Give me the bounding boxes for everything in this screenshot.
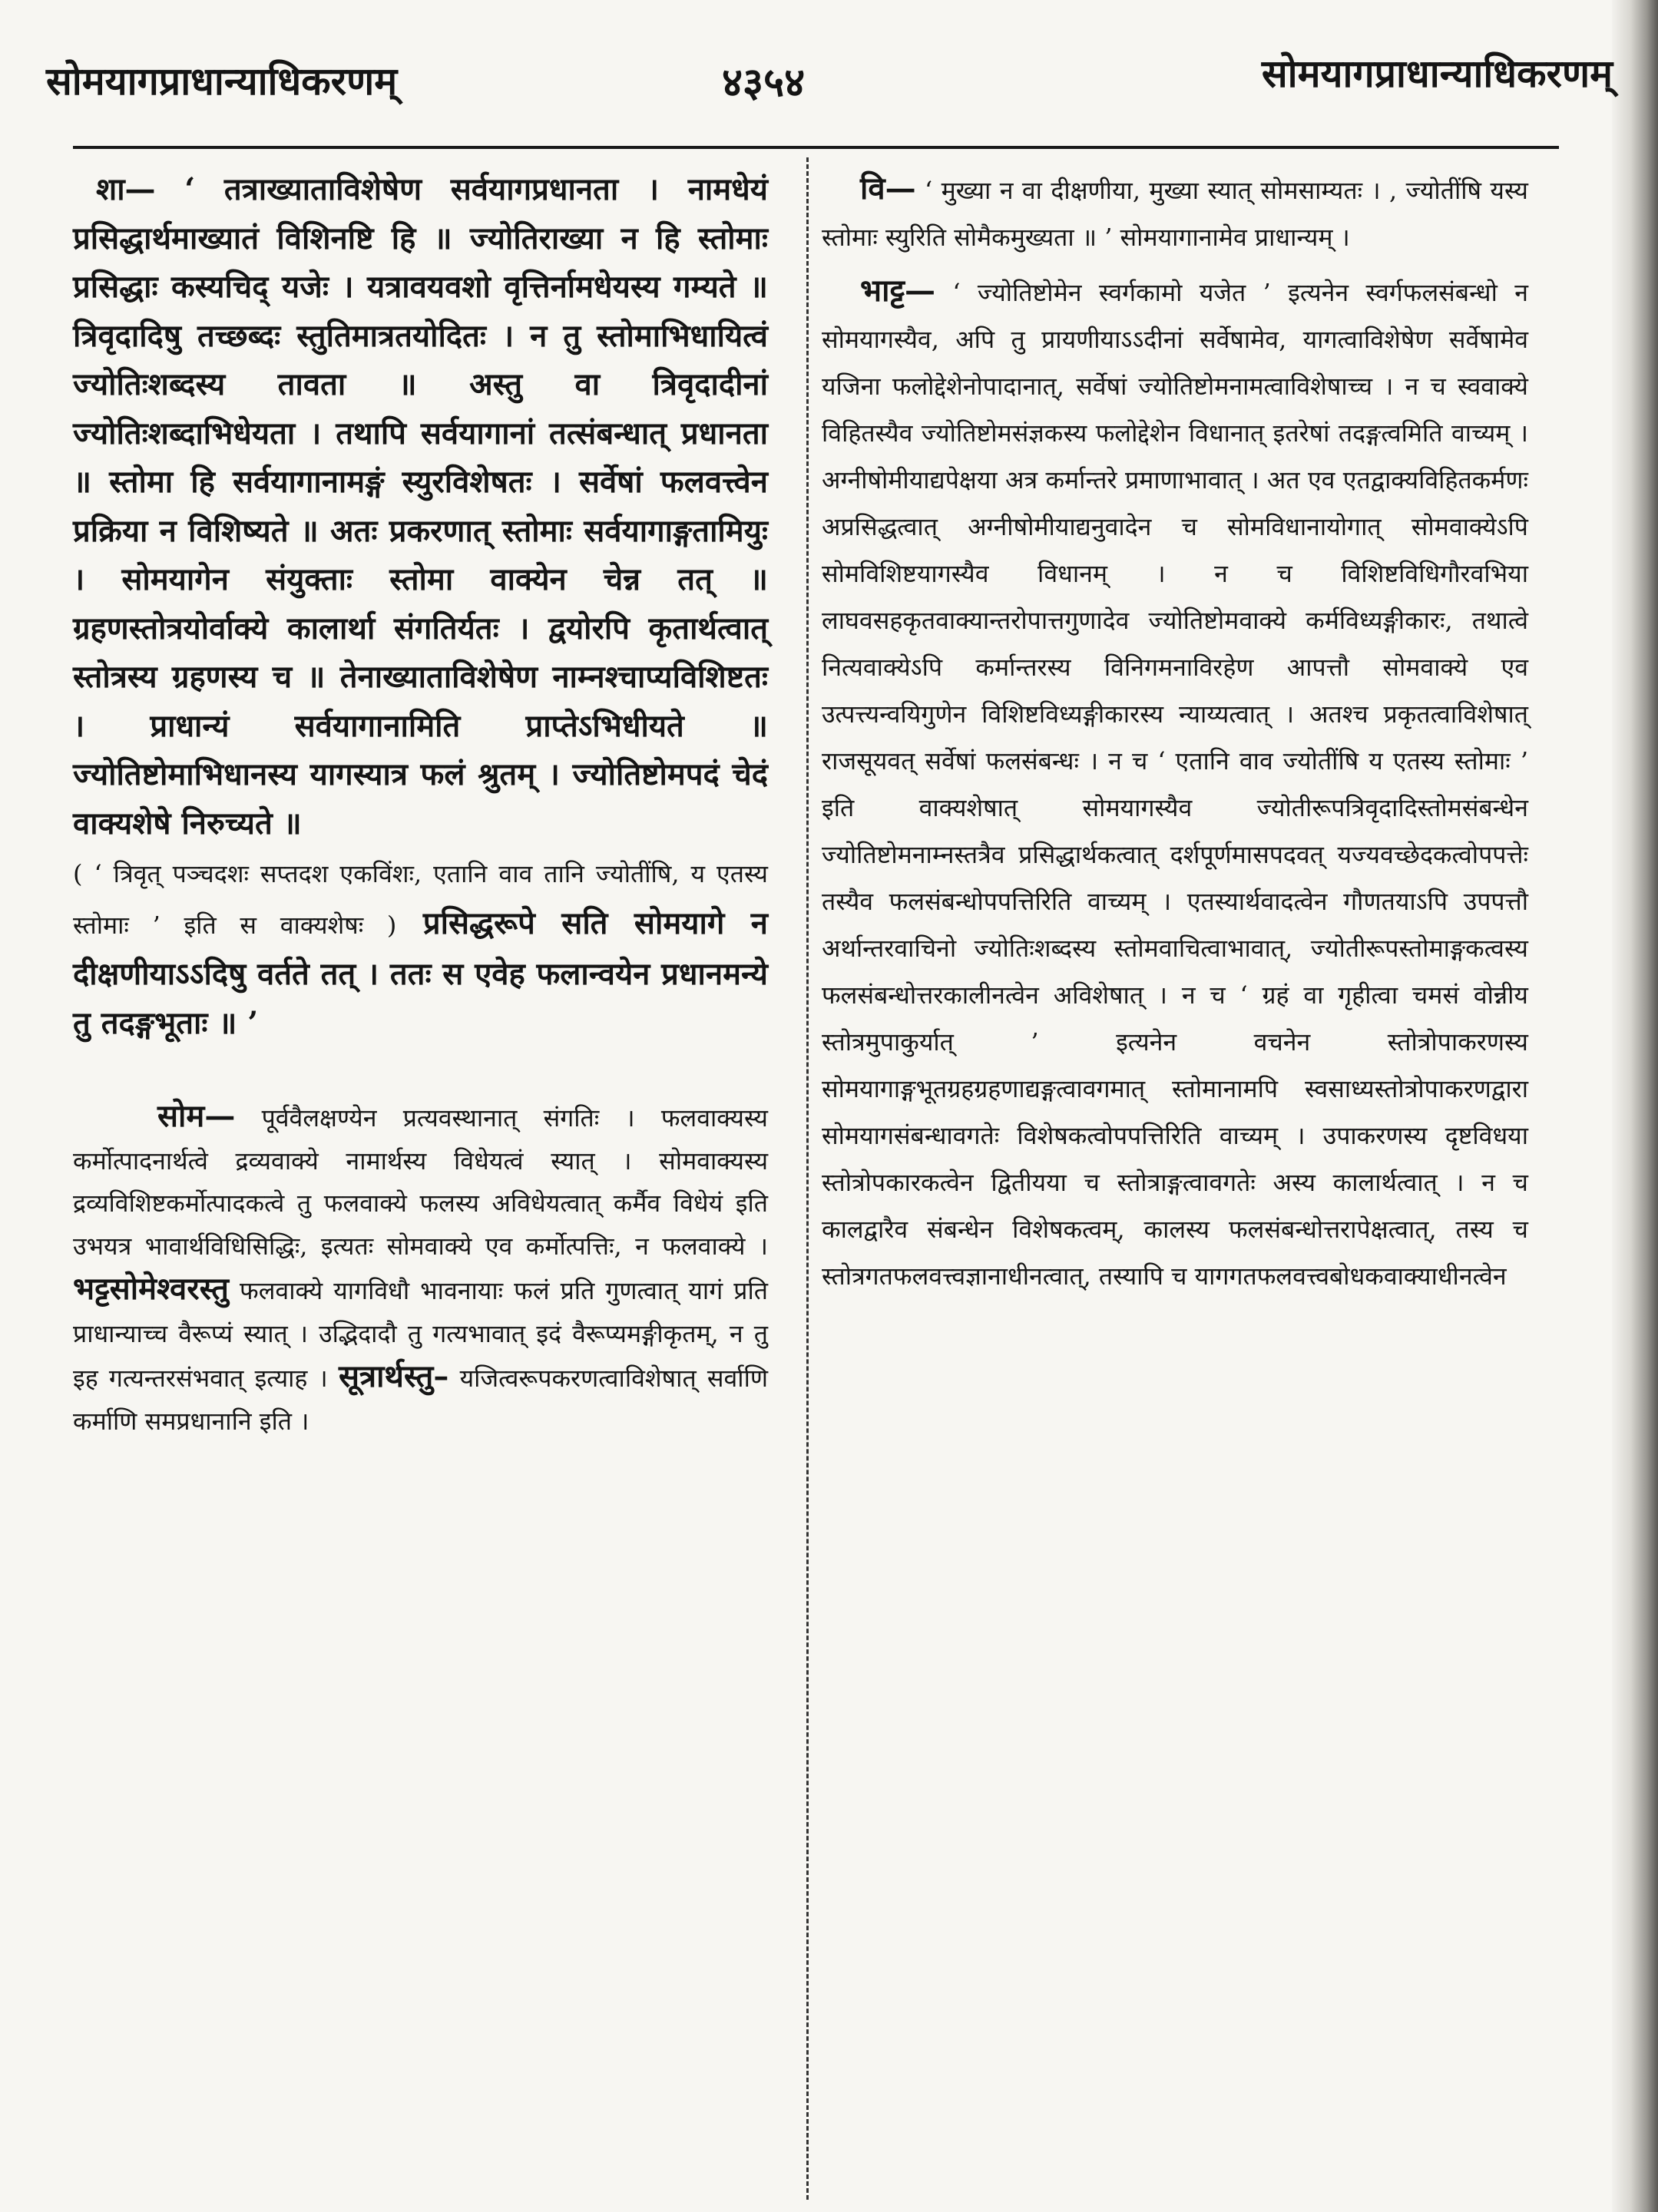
shastradipika-verse [73,165,768,848]
soma-bold-2: सूत्रार्थस्तु– [338,1358,449,1394]
bhatta-text: ‘ ज्योतिष्टोमेन स्वर्गकामो यजेत ’ इत्यनेन स्वर्गफलसंबन्धो न सोमयागस्यैव, अपि तु प्रायणीयाऽऽदीनां सर्वेषामेव, यागत्वाविशेषेण सर्वेषामेव यजिना फलोद्देशेनोपादानात्, सर्वेषां ज्योतिष्टोमनामत्वाविशेषाच्च । न च स्ववाक्ये विहितस्यैव ज्योतिष्टोमसंज्ञकस्य फलोद्देशेन विधानात् इतरेषां तदङ्गत्वमिति वाच्यम् । अग्नीषोमीयाद्यपेक्षया अत्र कर्मान्तरे प्रमाणाभावात् । अत एव एतद्वाक्यविहितकर्मणः अप्रसिद्धत्वात् अग्नीषोमीयाद्यनुवादेन च सोमविधानायोगात् सोमवाक्येऽपि सोमविशिष्टयागस्यैव विधानम् । न च विशिष्टविधिगौरवभिया लाघवसहकृतवाक्यान्तरोपात्तगुणादेव ज्योतिष्टोमवाक्ये कर्मविध्यङ्गीकारः, तथात्वे नित्यवाक्येऽपि कर्मान्तरस्य विनिगमनाविरहेण आपत्तौ सोमवाक्ये एव उत्पत्त्यन्वयिगुणेन विशिष्टविध्यङ्गीकारस्य न्याय्यत्वात् । अतश्च प्रकृतत्वाविशेषात् राजसूयवत् सर्वेषां फलसंबन्धः । न च ‘ एतानि वाव ज्योतींषि य एतस्य स्तोमाः ’ इति वाक्यशेषात् सोमयागस्यैव ज्योतीरूपत्रिवृदादिस्तोमसंबन्धेन ज्योतिष्टोमनाम्नस्तत्रैव प्रसिद्धार्थकत्वात् दर्शपूर्णमासपदवत् यज्यवच्छेदकत्वोपपत्तेः तस्यैव फलसंबन्धोपपत्तिरिति वाच्यम् । एतस्यार्थवादत्वेन गौणतयाऽपि उपपत्तौ अर्थान्तरवाचिनो ज्योतिःशब्दस्य स्तोमवाचित्वाभावात्, ज्योतीरूपस्तोमाङ्गकत्वस्य फलसंबन्धोत्तरकालीनत्वेन अविशेषात् । न च ‘ ग्रहं वा गृहीत्वा चमसं वोन्नीय स्तोत्रमुपाकुर्यात् ’ इत्यनेन वचनेन स्तोत्रोपाकरणस्य सोमयागाङ्गभूतग्रहग्रहणाद्यङ्गत्वावगमात् स्तोमानामपि स्वसाध्यस्तोत्रोपाकरणद्वारा सोमयागसंबन्धावगतेः विशेषकत्वोपपत्तिरिति वाच्यम् । उपाकरणस्य दृष्टविधया स्तोत्रोपकारकत्वेन द्वितीयया च स्तोत्राङ्गत्वावगतेः अस्य कालार्थत्वात् । न च कालद्वारैव संबन्धेन विशेषकत्वम्, कालस्य फलसंबन्धोत्तरापेक्षत्वात्, तस्य च स्तोत्रगतफलवत्त्वज्ञानाधीनत्वात्, तस्यापि च यागगतफलवत्त्वबोधकवाक्याधीनत्वेन [822,278,1529,1291]
vi-text: ‘ मुख्या न वा दीक्षणीया, मुख्या स्यात् सोमसाम्यतः । , ज्योतींषि यस्य स्तोमाः स्युरिति सोमैकमुख्यता ॥ ’ सोमयागानामेव प्राधान्यम् । [822,176,1528,252]
soma-text-2: फलवाक्ये यागविधौ भावनायाः फलं प्रति गुणत्वात् यागं प्रति प्राधान्याच्च वैरूप्यं स्यात् । उद्भिदादौ तु गत्यभावात् इदं वैरूप्यमङ्गीकृतम्, न तु इह गत्यन्तरसंभवात् इत्याह । [73,1276,769,1393]
running-head-right: सोमयागप्राधान्याधिकरणम् [1261,51,1613,96]
soma-bold-1: भट्टसोमेश्वरस्तु [73,1271,229,1307]
soma-text-3: यजित्वरूपकरणत्वाविशेषात् सर्वाणि कर्माणि समप्रधानानि इति । [73,1364,769,1436]
soma-label: सोम— [157,1098,236,1134]
page-header [46,46,1613,131]
sha-text: ‘ तत्राख्याताविशेषेण सर्वयागप्रधानता । नामधेयं प्रसिद्धार्थमाख्यातं विशिनष्टि हि ॥ ज्योतिराख्या न हि स्तोमाः प्रसिद्धाः कस्यचिद् यजेः । यत्रावयवशो वृत्तिर्नामधेयस्य गम्यते ॥ त्रिवृदादिषु तच्छब्दः स्तुतिमात्रतयोदितः । न तु स्तोमाभिधायित्वं ज्योतिःशब्दस्य तावता ॥ अस्तु वा त्रिवृदादीनां ज्योतिःशब्दाभिधेयता । तथापि सर्वयागानां तत्संबन्धात् प्रधानता ॥ स्तोमा हि सर्वयागानामङ्गं स्युरविशेषतः । सर्वेषां फलवत्त्वेन प्रक्रिया न विशिष्यते ॥ अतः प्रकरणात् स्तोमाः सर्वयागाङ्गतामियुः । सोमयागेन संयुक्ताः स्तोमा वाक्येन चेन्न तत् ॥ ग्रहणस्तोत्रयोर्वाक्ये कालार्था संगतिर्यतः । द्वयोरपि कृतार्थत्वात् स्तोत्रस्य ग्रहणस्य च ॥ तेनाख्याताविशेषेण नाम्नश्चाप्यविशिष्टतः । प्राधान्यं सर्वयागानामिति प्राप्तेऽभिधीयते ॥ ज्योतिष्टोमाभिधानस्य यागस्यात्र फलं श्रुतम् । ज्योतिष्टोमपदं चेदं वाक्यशेषे निरुच्यते ॥ [73,171,768,841]
header-rule [73,146,1559,149]
sha-note-bold: प्रसिद्धरूपे सति सोमयागे न दीक्षणीयाऽऽदिषु वर्तते तत् । ततः स एवेह फलान्वयेन प्रधानमन्ये तु तदङ्गभूताः ॥ ’ [73,904,768,1041]
bhatta-commentary [822,267,1528,1300]
soma-commentary [73,1095,768,1443]
left-column [73,165,768,1443]
vi-label: वि— [860,170,916,207]
bhatta-label: भाट्ट— [860,273,936,309]
soma-text: पूर्ववैलक्षण्येन प्रत्यवस्थानात् संगतिः । फलवाक्यस्य कर्मोत्पादनार्थत्वे द्रव्यवाक्ये नामार्थस्य विधेयत्वं स्यात् । सोमवाक्यस्य द्रव्यविशिष्टकर्मोत्पादकत्वे तु फलवाक्ये फलस्य अविधेयत्वात् कर्मैव विधेयं इति उभयत्र भावार्थविधिसिद्धिः, इत्यतः सोमवाक्ये एव कर्मोत्पत्तिः, न फलवाक्ये । [73,1103,768,1261]
running-head-left: सोमयागप्राधान्याधिकरणम् [46,58,398,104]
page-number: ४३५४ [722,59,806,106]
scanned-page-edge [1612,0,1658,2212]
right-column [822,165,1528,1300]
column-divider [806,157,809,2200]
spacer [73,1047,768,1095]
sha-note [73,848,768,1047]
vishaya-summary [822,165,1528,261]
sha-label: शा— [96,171,156,207]
sha-note-plain: ( ‘ त्रिवृत् पञ्चदशः सप्तदश एकविंशः, एतानि वाव तानि ज्योतींषि, य एतस्य स्तोमाः ’ इति स वाक्यशेषः ) [73,859,768,940]
